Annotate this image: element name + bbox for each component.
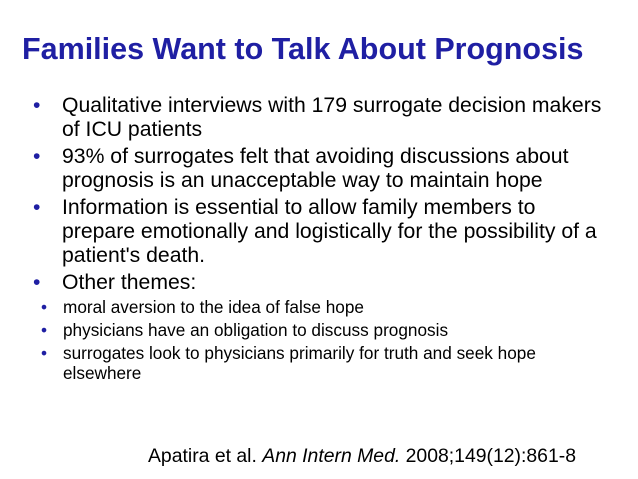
bullet-item-other-themes	[32, 271, 607, 383]
citation-journal: Ann Intern Med.	[262, 445, 401, 467]
citation-authors: Apatira et al.	[148, 445, 263, 467]
bullet-marker: •	[33, 195, 41, 219]
bullet-text: 93% of surrogates felt that avoiding discussions about prognosis is an unacceptable way to maintain hope	[62, 144, 569, 193]
sub-bullet-item	[40, 320, 607, 340]
sub-bullet-item	[40, 297, 607, 317]
bullet-text: Other themes:	[62, 270, 197, 294]
bullet-item	[32, 145, 607, 194]
sub-bullet-marker: •	[41, 320, 48, 341]
sub-bullet-list	[40, 297, 607, 383]
bullet-marker: •	[33, 94, 41, 117]
sub-bullet-text: surrogates look to physicians primarily for truth and seek hope elsewhere	[63, 343, 536, 384]
slide-title: Families Want to Talk About Prognosis	[22, 32, 584, 66]
bullet-list	[32, 94, 607, 386]
sub-bullet-item	[40, 343, 607, 383]
bullet-item	[32, 94, 607, 143]
sub-bullet-marker: •	[41, 343, 48, 364]
bullet-item	[32, 196, 607, 269]
citation	[148, 445, 576, 467]
bullet-marker: •	[33, 144, 41, 168]
sub-bullet-text: moral aversion to the idea of false hope	[63, 297, 364, 318]
sub-bullet-marker: •	[41, 297, 48, 318]
bullet-marker: •	[33, 270, 41, 294]
bullet-text: Information is essential to allow family members to prepare emotionally and logistically for the possibility of a patient's death.	[62, 195, 597, 268]
bullet-text: Qualitative interviews with 179 surrogate decision makers of ICU patients	[62, 94, 602, 142]
citation-details: 2008;149(12):861-8	[400, 445, 576, 467]
sub-bullet-text: physicians have an obligation to discuss prognosis	[63, 320, 449, 341]
